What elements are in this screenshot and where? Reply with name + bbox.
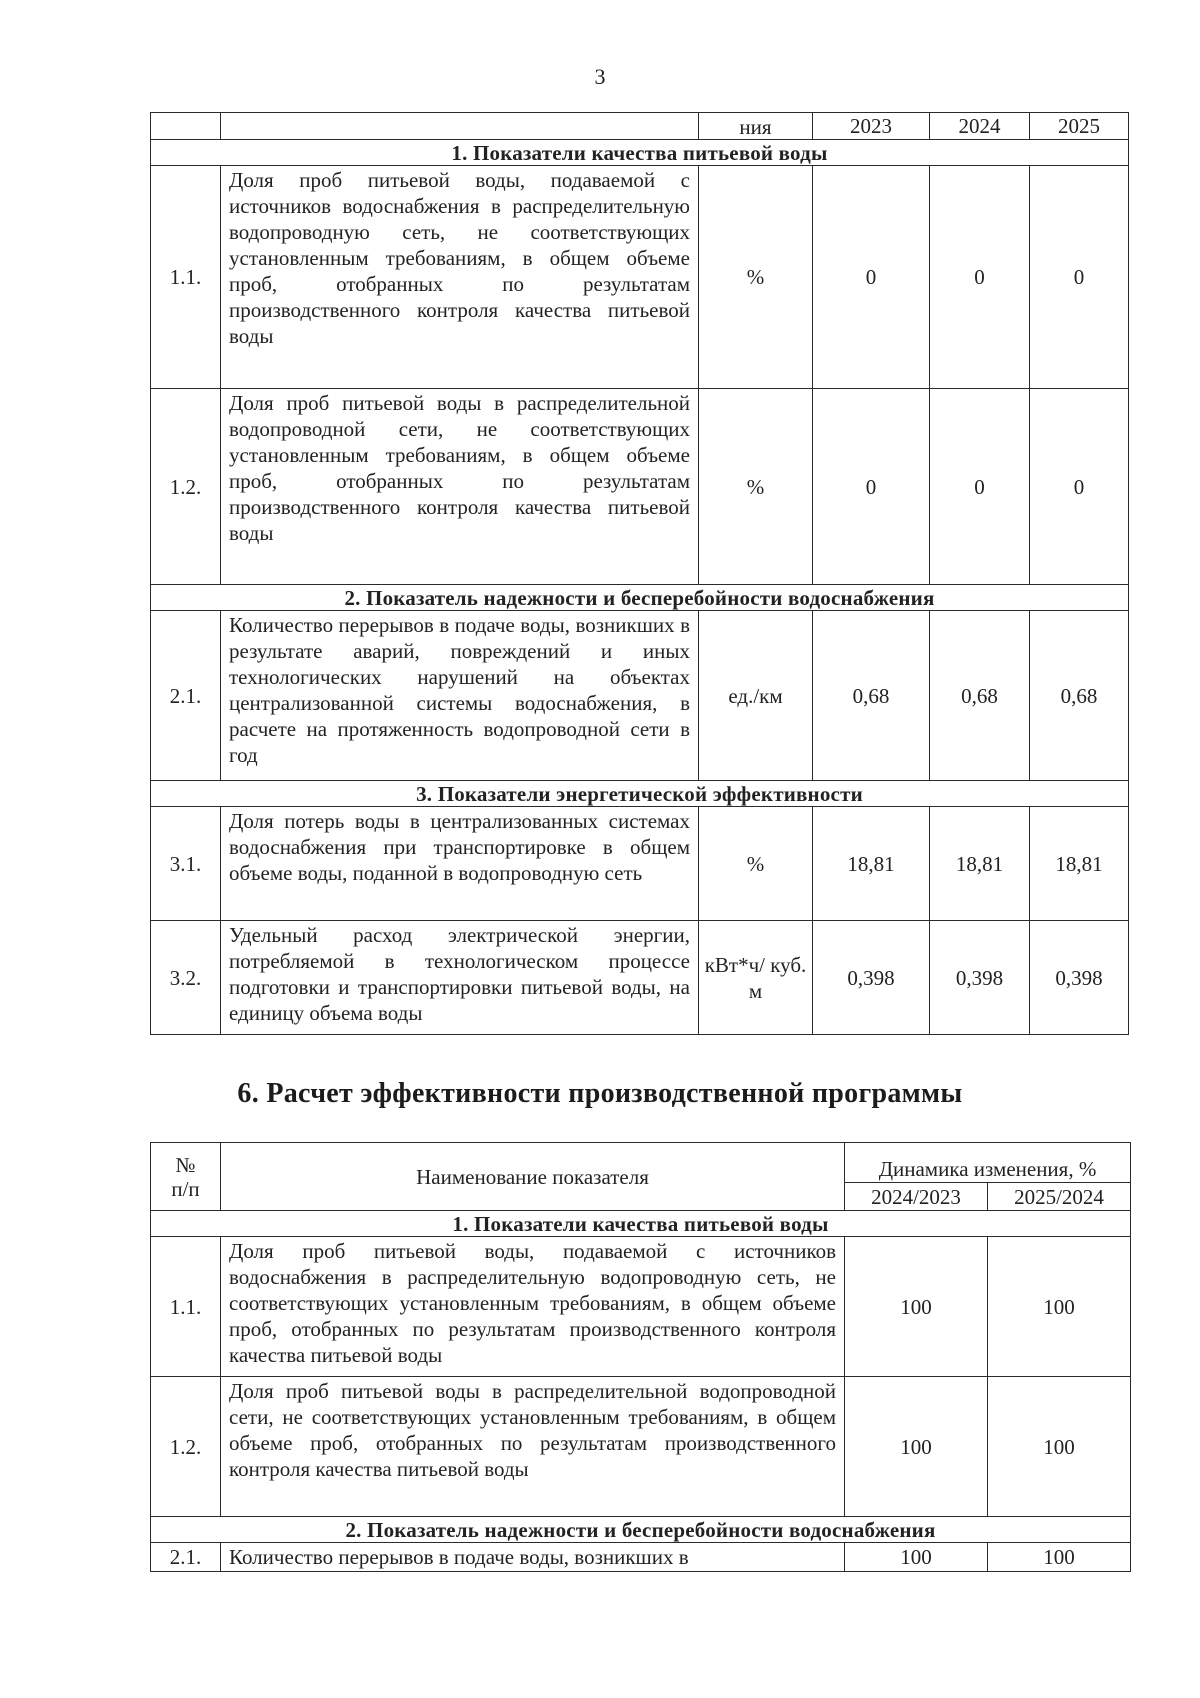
table-row	[151, 389, 1129, 585]
header-indicator-name: Наименование показателя	[221, 1143, 845, 1211]
value-2023: 18,81	[813, 807, 930, 921]
section-row	[151, 140, 1129, 166]
section-6-heading: 6. Расчет эффективности производственной программы	[237, 1078, 963, 1109]
value-2024: 0,68	[930, 611, 1030, 781]
header-cell-empty	[151, 113, 221, 140]
value-2025: 18,81	[1030, 807, 1129, 921]
header-row-number: № п/п	[151, 1143, 221, 1211]
header-year: 2024	[930, 113, 1030, 140]
header-year: 2025	[1030, 113, 1129, 140]
unit-cell: кВт*ч/ куб. м	[699, 921, 813, 1035]
value-2025: 0	[1030, 166, 1129, 389]
value-2025: 0	[1030, 389, 1129, 585]
indicator-description: Количество перерывов в подаче воды, возникших в результате аварий, повреждений и иных технологических нарушений на объектах централизованной системы водоснабжения, в расчете на протяженность водопроводной сети в год	[221, 611, 699, 781]
section-title: 2. Показатель надежности и бесперебойности водоснабжения	[151, 585, 1129, 611]
header-year: 2023	[813, 113, 930, 140]
row-number: 3.2.	[151, 921, 221, 1035]
section-row	[151, 1211, 1131, 1237]
value-2023: 0	[813, 389, 930, 585]
value-2023: 0	[813, 166, 930, 389]
value-2024: 0,398	[930, 921, 1030, 1035]
table-row	[151, 1377, 1131, 1517]
indicator-description: Доля проб питьевой воды, подаваемой с источников водоснабжения в распределительную водопроводную сеть, не соответствующих установленным требованиям, в общем объеме проб, отобранных по результатам производственного контроля качества питьевой воды	[221, 1237, 845, 1377]
unit-cell: %	[699, 166, 813, 389]
table-row	[151, 166, 1129, 389]
table-row	[151, 921, 1129, 1035]
indicators-table	[150, 112, 1129, 1035]
table-header-row	[151, 1143, 1131, 1183]
value-2023: 0,68	[813, 611, 930, 781]
unit-cell: %	[699, 389, 813, 585]
header-period: 2025/2024	[988, 1183, 1131, 1211]
dynamics-2024-2023: 100	[845, 1377, 988, 1517]
dynamics-2025-2024: 100	[988, 1543, 1131, 1572]
table-row	[151, 611, 1129, 781]
dynamics-2025-2024: 100	[988, 1377, 1131, 1517]
row-number: 1.1.	[151, 166, 221, 389]
header-dynamics: Динамика изменения, %	[845, 1143, 1131, 1183]
indicator-description: Доля потерь воды в централизованных системах водоснабжения при транспортировке в общем объеме воды, поданной в водопроводную сеть	[221, 807, 699, 921]
dynamics-2024-2023: 100	[845, 1237, 988, 1377]
indicator-description: Доля проб питьевой воды, подаваемой с источников водоснабжения в распределительную водопроводную сеть, не соответствующих установленным требованиям, в общем объеме проб, отобранных по результатам производственного контроля качества питьевой воды	[221, 166, 699, 389]
section-row	[151, 1517, 1131, 1543]
value-2024: 18,81	[930, 807, 1030, 921]
section-row	[151, 781, 1129, 807]
value-2024: 0	[930, 389, 1030, 585]
table-row	[151, 1237, 1131, 1377]
dynamics-2024-2023: 100	[845, 1543, 988, 1572]
unit-cell: ед./км	[699, 611, 813, 781]
efficiency-table	[150, 1142, 1131, 1572]
value-2024: 0	[930, 166, 1030, 389]
row-number: 1.1.	[151, 1237, 221, 1377]
section-title: 2. Показатель надежности и бесперебойности водоснабжения	[151, 1517, 1131, 1543]
row-number: 1.2.	[151, 1377, 221, 1517]
row-number: 1.2.	[151, 389, 221, 585]
row-number: 3.1.	[151, 807, 221, 921]
header-period: 2024/2023	[845, 1183, 988, 1211]
row-number: 2.1.	[151, 1543, 221, 1572]
indicator-description: Доля проб питьевой воды в распределительной водопроводной сети, не соответствующих установленным требованиям, в общем объеме проб, отобранных по результатам производственного контроля качества питьевой воды	[221, 389, 699, 585]
row-number: 2.1.	[151, 611, 221, 781]
header-unit-fragment: ния	[699, 113, 813, 140]
section-title: 1. Показатели качества питьевой воды	[151, 1211, 1131, 1237]
section-title: 1. Показатели качества питьевой воды	[151, 140, 1129, 166]
unit-cell: %	[699, 807, 813, 921]
table-header-row	[151, 113, 1129, 140]
indicator-description: Количество перерывов в подаче воды, возникших в	[221, 1543, 845, 1572]
indicator-description: Доля проб питьевой воды в распределительной водопроводной сети, не соответствующих установленным требованиям, в общем объеме проб, отобранных по результатам производственного контроля качества питьевой воды	[221, 1377, 845, 1517]
table-row	[151, 807, 1129, 921]
page-number: 3	[594, 64, 606, 89]
dynamics-2025-2024: 100	[988, 1237, 1131, 1377]
value-2023: 0,398	[813, 921, 930, 1035]
section-title: 3. Показатели энергетической эффективности	[151, 781, 1129, 807]
section-row	[151, 585, 1129, 611]
table-row	[151, 1543, 1131, 1572]
indicator-description: Удельный расход электрической энергии, потребляемой в технологическом процессе подготовки и транспортировки питьевой воды, на единицу объема воды	[221, 921, 699, 1035]
value-2025: 0,68	[1030, 611, 1129, 781]
value-2025: 0,398	[1030, 921, 1129, 1035]
header-cell-empty	[221, 113, 699, 140]
